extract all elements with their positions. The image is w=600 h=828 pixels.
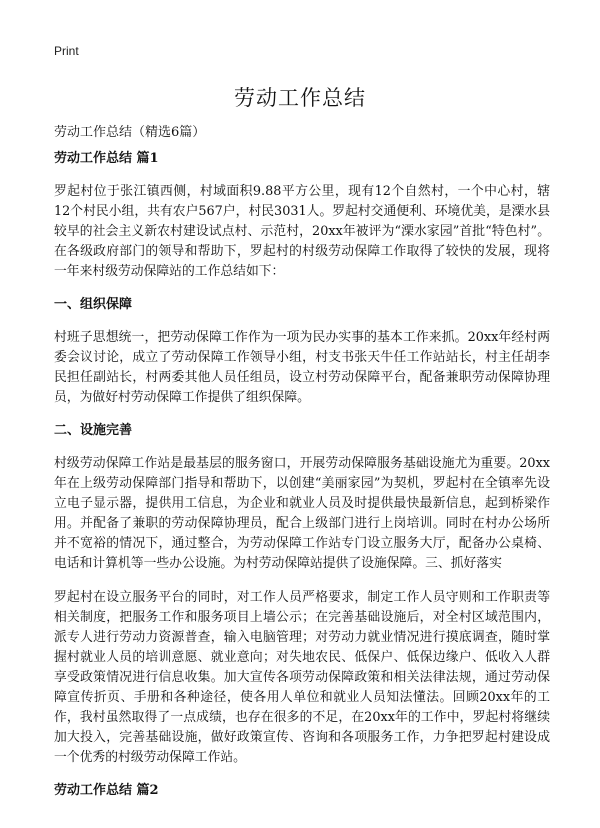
section-heading-facilities: 二、设施完善 (54, 423, 133, 438)
section-heading-organization: 一、组织保障 (54, 297, 133, 312)
paragraph-facilities: 村级劳动保障工作站是最基层的服务窗口，开展劳动保障服务基础设施尤为重要。20xx年在上级劳动保障部门指导和帮助下，以创建“美丽家园”为契机，罗起村在全镇率先设立电子显示器，提供用工信息，为企业和就业人员及时提供最快最新信息，起到桥梁作用。并配备了兼职的劳动保障协理员，配合上级部门进行上岗培训。同时在村办公场所并不宽裕的情况下，通过整合，为劳动保障工作站专门设立服务大厅，配备办公桌椅、电话和计算机等一些办公设施。为村劳动保障站提供了设施保障。三、抓好落实 (54, 456, 550, 571)
paragraph-implementation: 罗起村在设立服务平台的同时，对工作人员严格要求，制定工作人员守则和工作职责等相关制度，把服务工作和服务项目上墙公示；在完善基础设施后，对全村区域范围内，派专人进行劳动力资源普查，输入电脑管理；对劳动力就业情况进行摸底调查，随时掌握村就业人员的培训意愿、就业意向；对失地农民、低保户、低保边缘户、低收入人群享受政策情况进行信息收集。加大宣传各项劳动保障政策和相关法律法规，通过劳动保障宣传折页、手册和各种途径，使各用人单位和就业人员知法懂法。回顾20xx年的工作，我村虽然取得了一点成绩，也存在很多的不足，在20xx年的工作中，罗起村将继续加大投入，完善基础设施，做好政策宣传、咨询和各项服务工作，力争把罗起村建设成一个优秀的村级劳动保障工作站。 (54, 590, 550, 765)
paragraph-organization: 村班子思想统一，把劳动保障工作作为一项为民办实事的基本工作来抓。20xx年经村两委会议讨论，成立了劳动保障工作领导小组，村支书张天牛任工作站站长，村主任胡李民担任副站长，村两委其他人员任组员，设立村劳动保障平台，配备兼职劳动保障协理员，为做好村劳动保障工作提供了组织保障。 (54, 330, 550, 405)
document-subtitle: 劳动工作总结（精选6篇） (54, 125, 206, 140)
document-body (54, 150, 550, 814)
print-link[interactable]: Print (54, 44, 79, 58)
paragraph-intro: 罗起村位于张江镇西侧，村域面积9.88平方公里，现有12个自然村，一个中心村，辖12个村民小组，共有农户567户，村民3031人。罗起村交通便利、环境优美，是溧水县较早的社会主义新农村建设试点村、示范村，20xx年被评为“溧水家园”首批“特色村”。在各级政府部门的领导和帮助下，罗起村的村级劳动保障工作取得了较快的发展，现将一年来村级劳动保障站的工作总结如下： (54, 184, 550, 279)
section-heading-article-1: 劳动工作总结 篇1 (54, 151, 159, 166)
page-title: 劳动工作总结 (234, 86, 366, 110)
section-heading-article-2: 劳动工作总结 篇2 (54, 783, 159, 798)
